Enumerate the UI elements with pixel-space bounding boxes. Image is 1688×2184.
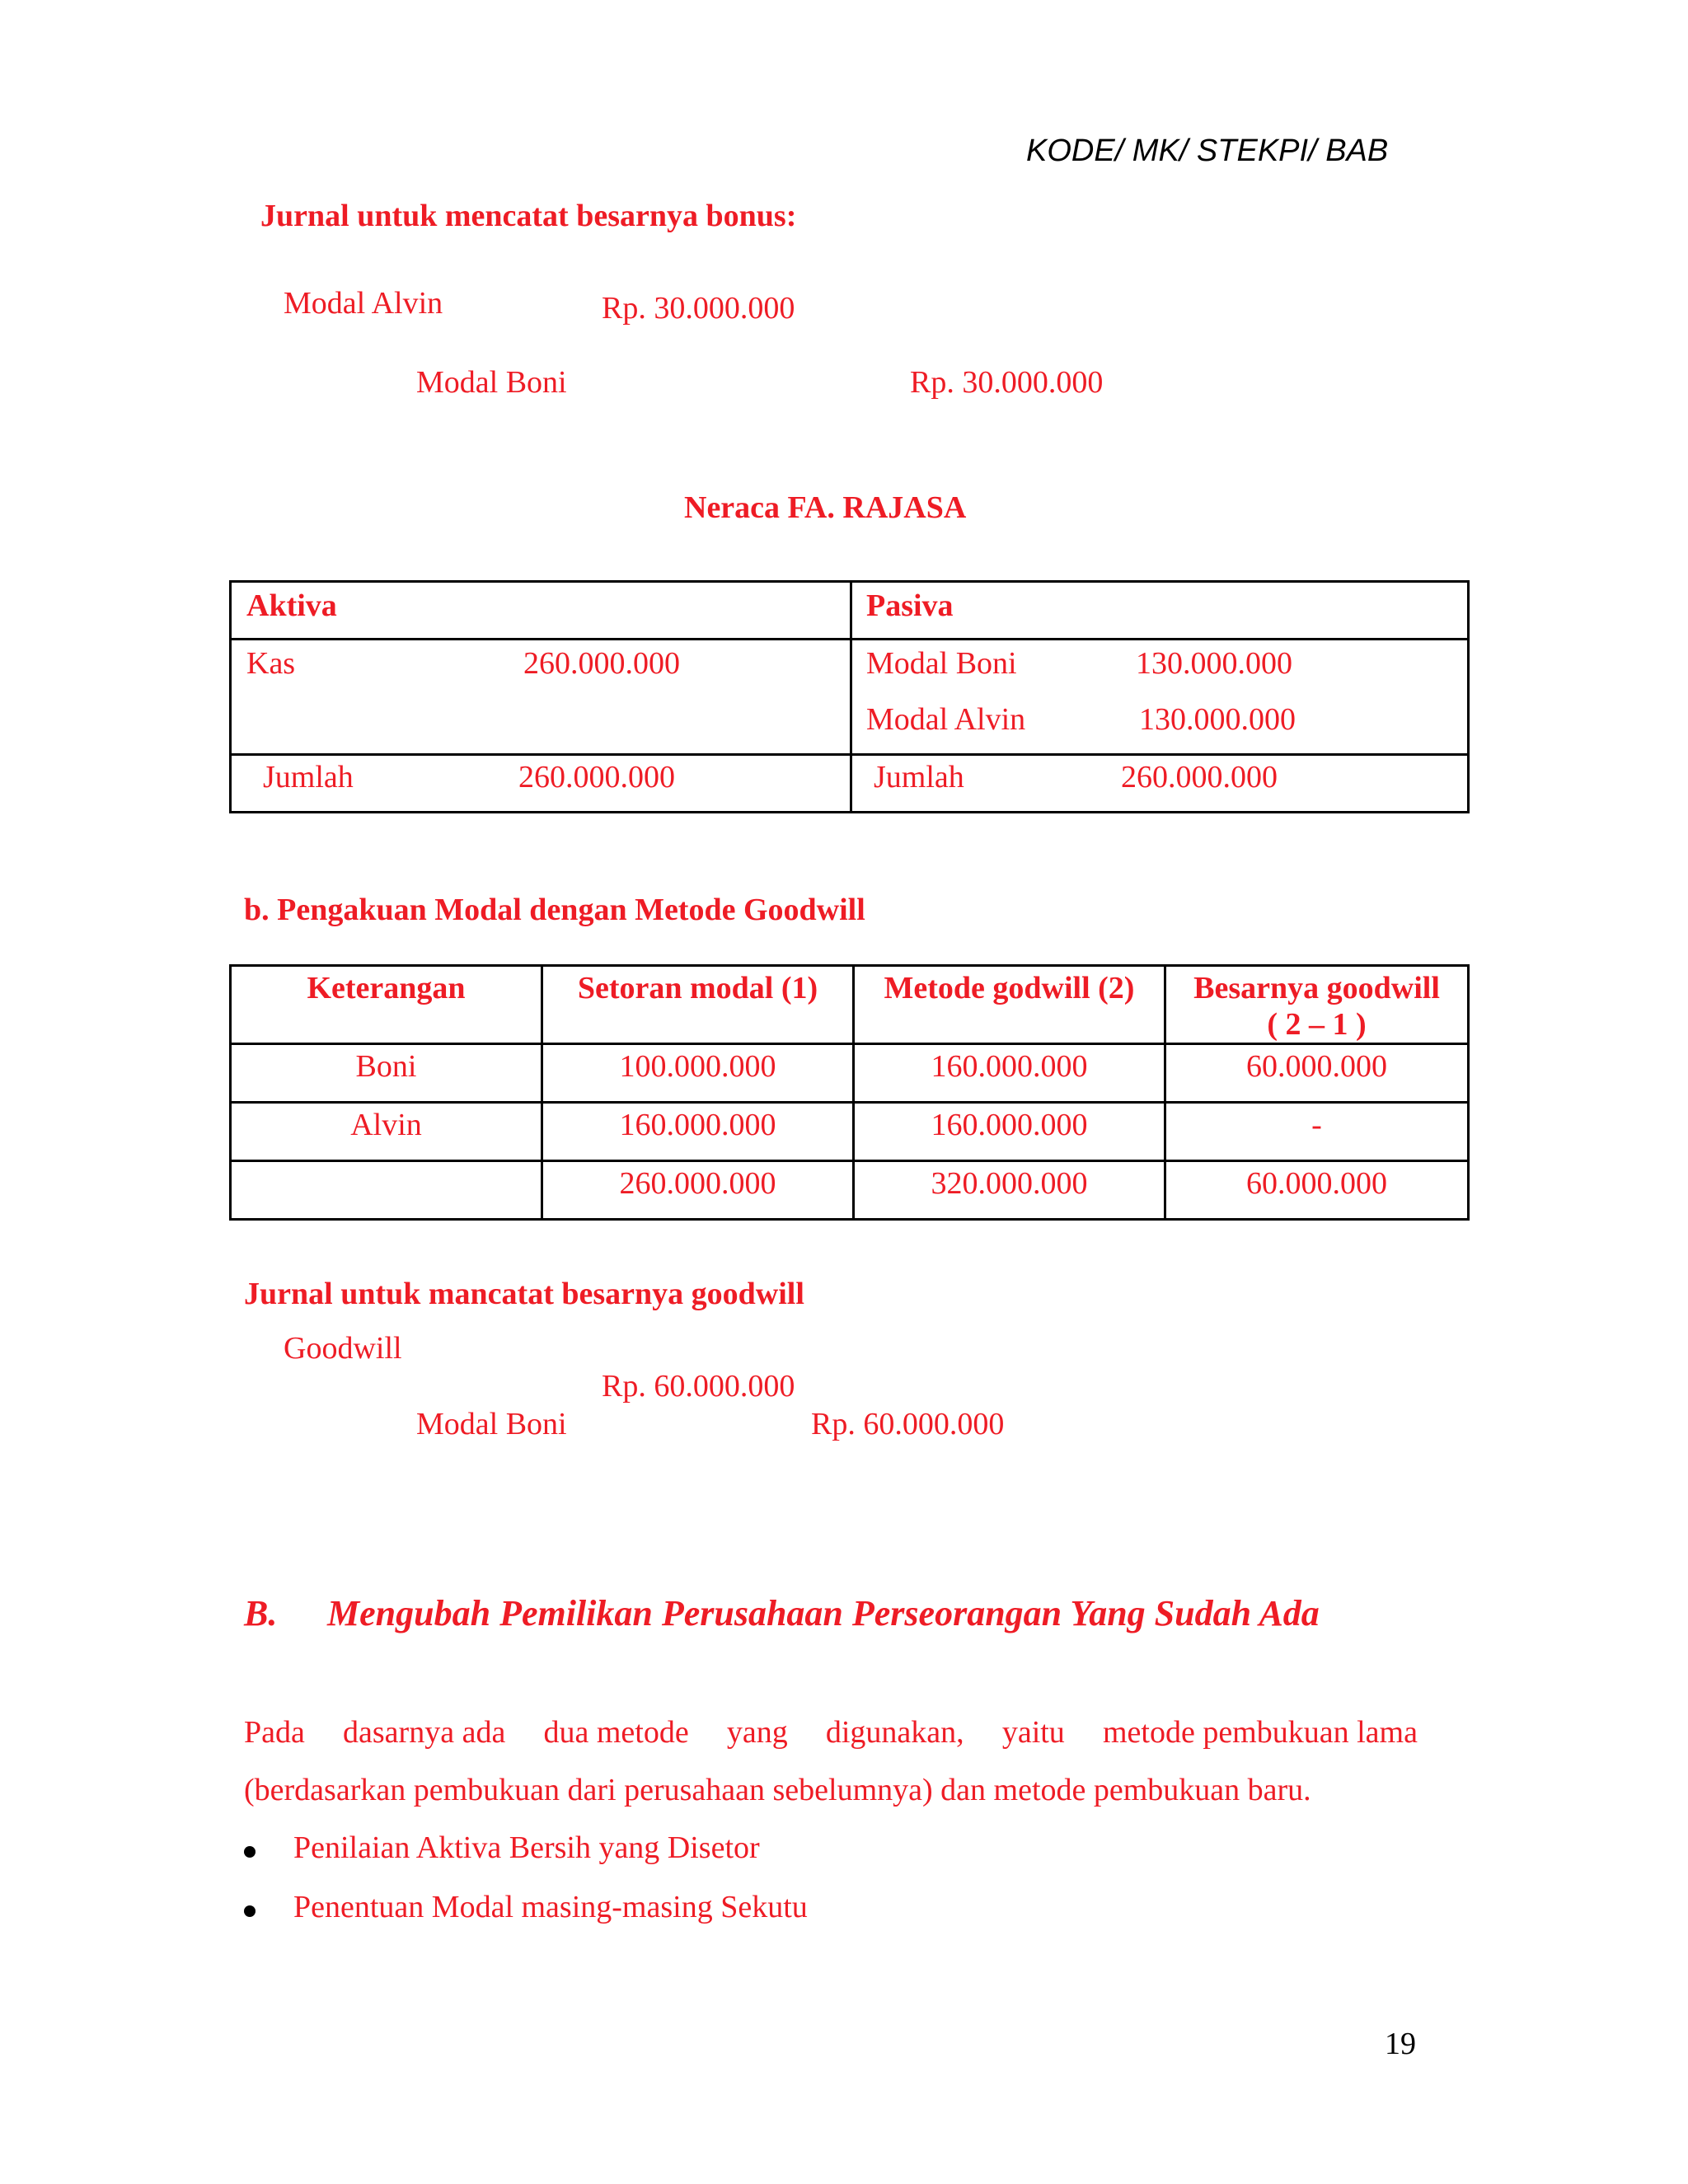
section-b-paragraph-line2: (berdasarkan pembukuan dari perusahaan sebelumnya) dan metode pembukuan baru.: [244, 1773, 1311, 1807]
aktiva-row-label: Kas: [246, 646, 296, 681]
aktiva-header: Aktiva: [246, 588, 337, 623]
paragraph-word: yang: [726, 1715, 788, 1750]
pasiva-header-cell: [851, 582, 1469, 640]
bonus-credit-amount: Rp. 30.000.000: [910, 365, 1104, 400]
pasiva-total-cell: [851, 755, 1469, 813]
goodwill-debit-amount: Rp. 60.000.000: [602, 1369, 795, 1404]
page-number: 19: [1385, 2027, 1416, 2061]
table-cell: 100.000.000: [542, 1044, 854, 1103]
bullet-item: Penentuan Modal masing-masing Sekutu: [293, 1890, 808, 1924]
bonus-journal-title: Jurnal untuk mencatat besarnya bonus:: [260, 199, 797, 233]
table-cell: 160.000.000: [854, 1103, 1165, 1161]
neraca-table: [229, 580, 1470, 813]
section-b-title: Mengubah Pemilikan Perusahaan Perseorangan Yang Sudah Ada: [327, 1593, 1320, 1633]
col-besarnya-goodwill-line2: ( 2 – 1 ): [1267, 1007, 1367, 1042]
aktiva-total-cell: [231, 755, 851, 813]
bullet-icon: [244, 1905, 256, 1917]
table-cell: 60.000.000: [1165, 1044, 1469, 1103]
col-metode-godwill: Metode godwill (2): [854, 966, 1165, 1044]
table-cell: 60.000.000: [1165, 1161, 1469, 1220]
aktiva-row-value: 260.000.000: [523, 646, 680, 681]
table-cell: 160.000.000: [542, 1103, 854, 1161]
pasiva-row-label: Modal Alvin: [866, 702, 1026, 737]
pasiva-row-value: 130.000.000: [1139, 702, 1296, 737]
pasiva-row-value: 130.000.000: [1136, 646, 1292, 681]
neraca-title: Neraca FA. RAJASA: [684, 490, 967, 525]
goodwill-credit-account: Modal Boni: [416, 1407, 567, 1441]
section-b-paragraph-line1: [244, 1714, 1418, 1750]
table-row: [231, 1103, 1469, 1161]
table-cell: Alvin: [231, 1103, 542, 1161]
paragraph-word: yaitu: [1001, 1715, 1065, 1750]
pasiva-row-label: Modal Boni: [866, 646, 1017, 681]
bullet-icon: [244, 1846, 256, 1858]
aktiva-total-value: 260.000.000: [518, 760, 675, 794]
aktiva-total-label: Jumlah: [263, 760, 354, 794]
col-besarnya-goodwill: [1165, 966, 1469, 1044]
goodwill-table: [229, 964, 1470, 1221]
bullet-item: Penilaian Aktiva Bersih yang Disetor: [293, 1830, 760, 1865]
table-cell: 160.000.000: [854, 1044, 1165, 1103]
paragraph-word: Pada: [244, 1715, 305, 1750]
goodwill-debit-account: Goodwill: [284, 1331, 402, 1366]
paragraph-word: metode pembukuan lama: [1102, 1715, 1418, 1750]
table-row: [231, 1161, 1469, 1220]
pasiva-total-value: 260.000.000: [1121, 760, 1278, 794]
pasiva-total-label: Jumlah: [874, 760, 964, 794]
col-keterangan: Keterangan: [231, 966, 542, 1044]
paragraph-word: digunakan,: [825, 1715, 964, 1750]
table-cell: 320.000.000: [854, 1161, 1165, 1220]
table-row: [231, 1044, 1469, 1103]
goodwill-journal-title: Jurnal untuk mancatat besarnya goodwill: [244, 1277, 804, 1311]
col-besarnya-goodwill-line1: Besarnya goodwill: [1193, 971, 1440, 1005]
table-cell: -: [1165, 1103, 1469, 1161]
aktiva-header-cell: [231, 582, 851, 640]
bonus-credit-account: Modal Boni: [416, 365, 567, 400]
bonus-debit-amount: Rp. 30.000.000: [602, 291, 795, 326]
col-setoran-modal: Setoran modal (1): [542, 966, 854, 1044]
pasiva-header: Pasiva: [866, 588, 954, 623]
table-cell: Boni: [231, 1044, 542, 1103]
section-b-letter: B.: [244, 1593, 278, 1633]
table-cell: [231, 1161, 542, 1220]
paragraph-word: dasarnya ada: [343, 1715, 506, 1750]
aktiva-body-cell: [231, 640, 851, 755]
pasiva-body-cell: [851, 640, 1469, 755]
table-cell: 260.000.000: [542, 1161, 854, 1220]
goodwill-credit-amount: Rp. 60.000.000: [811, 1407, 1005, 1441]
paragraph-word: dua metode: [543, 1715, 689, 1750]
bonus-debit-account: Modal Alvin: [284, 286, 443, 321]
goodwill-section-title: b. Pengakuan Modal dengan Metode Goodwill: [244, 893, 865, 927]
document-header: KODE/ MK/ STEKPI/ BAB: [1026, 134, 1389, 168]
